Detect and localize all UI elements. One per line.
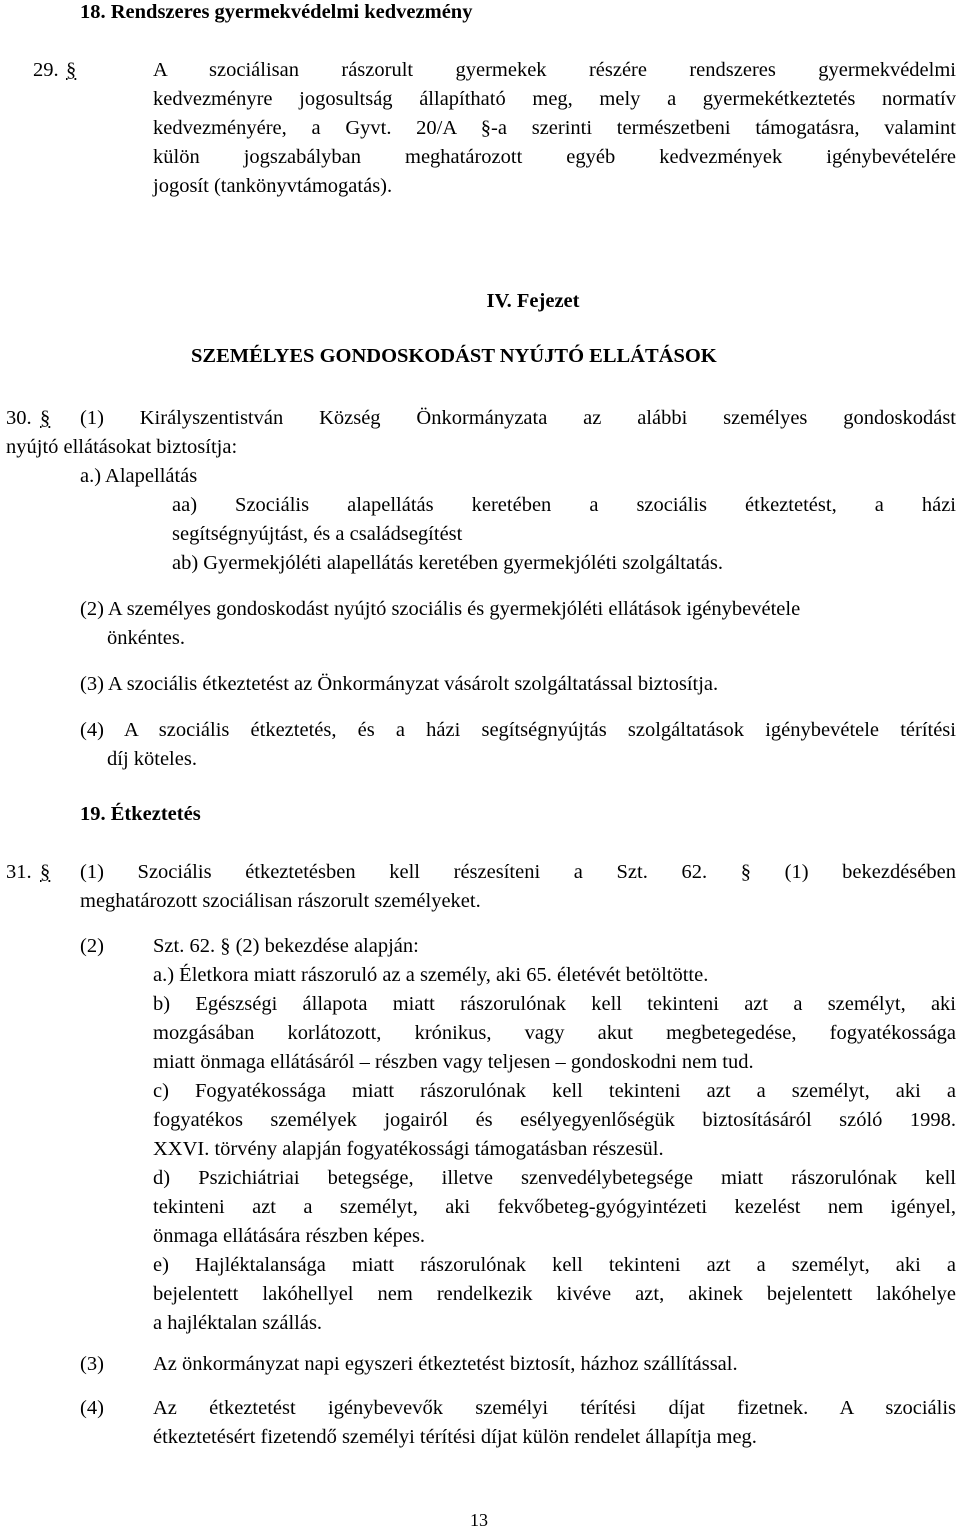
chapter-number: IV. Fejezet [486,290,580,312]
section-heading-18: 18. Rendszeres gyermekvédelmi kedvezmény [80,1,473,23]
p31-item-c: XXVI. törvény alapján fogyatékossági támogatásban részesül. [153,1138,664,1160]
p30-item-ab: ab) Gyermekjóléti alapellátás keretében gyermekjóléti szolgáltatás. [172,552,723,574]
p31-item-d: tekinteni azt a személyt, aki fekvőbeteg-gyógyintézeti kezelést nem igényel, [153,1196,956,1218]
p30-subsection-2: (2) A személyes gondoskodást nyújtó szociális és gyermekjóléti ellátások igénybevétele [80,598,801,620]
p29-line: jogosít (tankönyvtámogatás). [153,175,393,197]
p31-subsection-2-number: (2) [80,935,104,957]
p29-line: A szociálisan rászorult gyermekek részére rendszeres gyermekvédelmi [153,59,956,81]
section-sign: § [40,861,51,883]
paragraph-number-31: 31. [6,861,32,883]
p30-line: (1) Királyszentistván Község Önkormányzata az alábbi személyes gondoskodást [80,407,956,429]
p31-item-d: önmaga ellátására részben képes. [153,1225,426,1247]
p31-subsection-4-text: étkeztetésért fizetendő személyi térítési díjat külön rendelet állapítja meg. [153,1426,757,1448]
p29-line: külön jogszabályban meghatározott egyéb kedvezmények igénybevételére [153,146,956,168]
p31-item-e: a hajléktalan szállás. [153,1312,323,1334]
p31-subsection-3-number: (3) [80,1353,104,1375]
p30-item-a: a.) Alapellátás [80,465,198,487]
p30-line: nyújtó ellátásokat biztosítja: [6,436,238,458]
p31-subsection-4-number: (4) [80,1397,104,1419]
p31-subsection-2-text: Szt. 62. § (2) bekezdése alapján: [153,935,419,957]
p31-line: meghatározott szociálisan rászorult személyeket. [80,890,481,912]
chapter-title: SZEMÉLYES GONDOSKODÁST NYÚJTÓ ELLÁTÁSOK [191,345,717,367]
p30-subsection-4: (4) A szociális étkeztetés, és a házi segítségnyújtás szolgáltatások igénybevétele térítési [80,719,956,741]
p31-item-d: d) Pszichiátriai betegsége, illetve szenvedélybetegsége miatt rászorulónak kell [153,1167,956,1189]
p30-subsection-2: önkéntes. [107,627,185,649]
p31-item-b: b) Egészségi állapota miatt rászorulónak kell tekinteni azt a személyt, aki [153,993,956,1015]
p31-item-b: mozgásában korlátozott, krónikus, vagy akut megbetegedése, fogyatékossága [153,1022,956,1044]
section-heading-19: 19. Étkeztetés [80,803,201,825]
p31-item-a: a.) Életkora miatt rászoruló az a személy, aki 65. életévét betöltötte. [153,964,709,986]
paragraph-number-29: 29. [33,59,59,81]
section-sign: § [40,407,51,429]
p31-item-c: fogyatékos személyek jogairól és esélyegyenlőségük biztosításáról szóló 1998. [153,1109,956,1131]
p29-line: kedvezményére, a Gyvt. 20/A §-a szerinti természetbeni támogatásra, valamint [153,117,956,139]
section-sign: § [66,59,77,81]
p31-item-b: miatt önmaga ellátásáról – részben vagy teljesen – gondoskodni nem tud. [153,1051,754,1073]
paragraph-number-30: 30. [6,407,32,429]
p29-line: kedvezményre jogosultság állapítható meg, mely a gyermekétkeztetés normatív [153,88,956,110]
page-number: 13 [470,1510,488,1530]
p31-item-e: bejelentett lakóhellyel nem rendelkezik kivéve azt, akinek bejelentett lakóhelye [153,1283,956,1305]
p30-subsection-4: díj köteles. [107,748,197,770]
p31-item-c: c) Fogyatékossága miatt rászorulónak kell tekinteni azt a személyt, aki a [153,1080,956,1102]
p30-subsection-3: (3) A szociális étkeztetést az Önkormányzat vásárolt szolgáltatással biztosítja. [80,673,719,695]
p31-line: (1) Szociális étkeztetésben kell részesíteni a Szt. 62. § (1) bekezdésében [80,861,956,883]
p30-item-aa: segítségnyújtást, és a családsegítést [172,523,463,545]
p31-subsection-4-text: Az étkeztetést igénybevevők személyi térítési díjat fizetnek. A szociális [153,1397,956,1419]
p31-item-e: e) Hajléktalansága miatt rászorulónak kell tekinteni azt a személyt, aki a [153,1254,956,1276]
p31-subsection-3-text: Az önkormányzat napi egyszeri étkeztetést biztosít, házhoz szállítással. [153,1353,738,1375]
p30-item-aa: aa) Szociális alapellátás keretében a szociális étkeztetést, a házi [172,494,956,516]
